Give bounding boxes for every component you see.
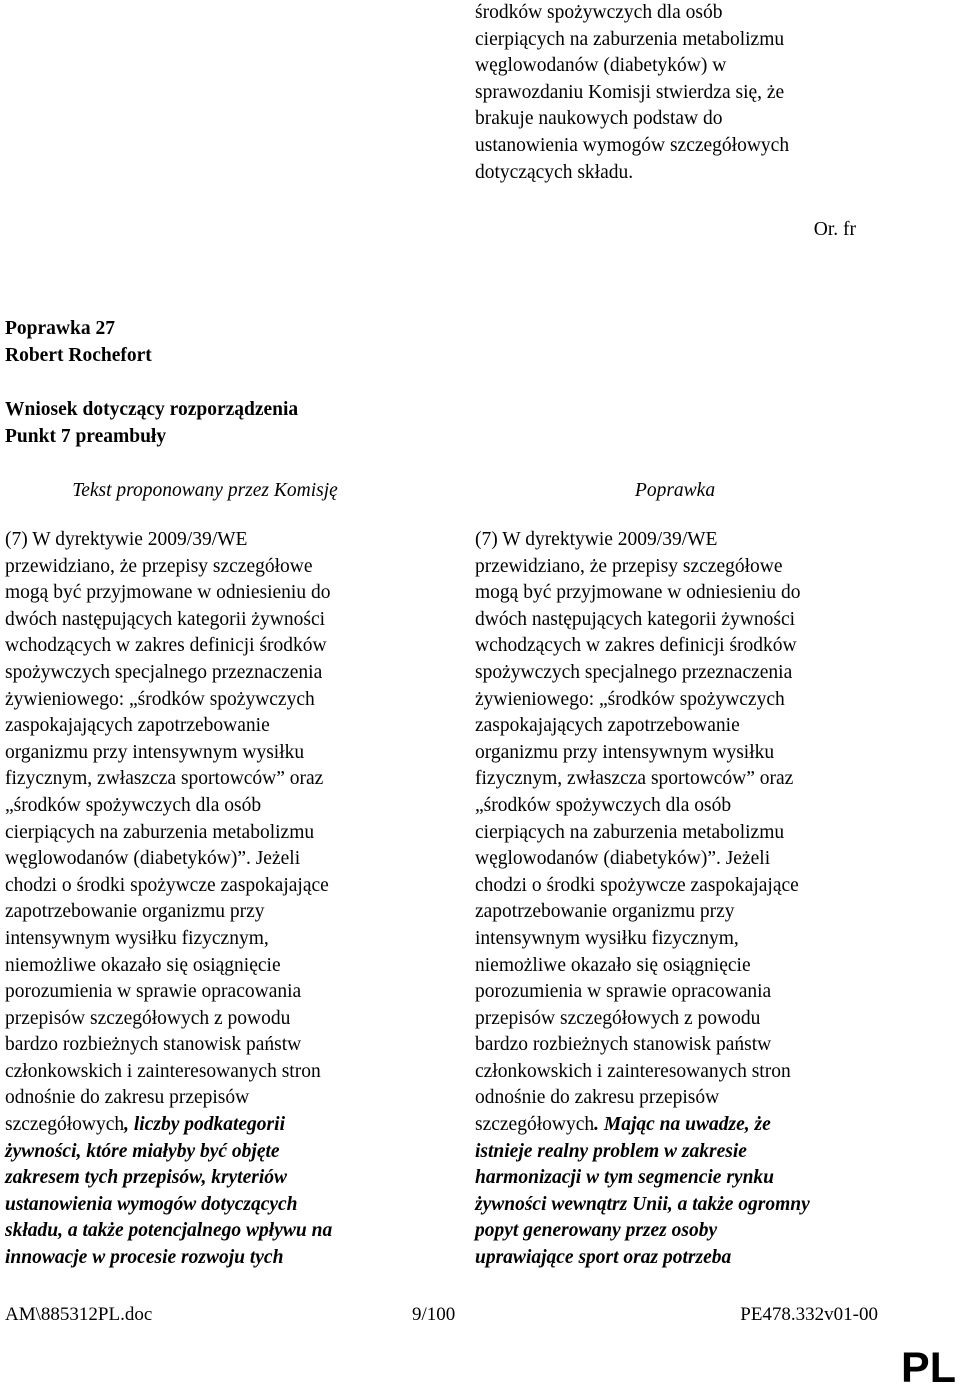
text-line: porozumienia w sprawie opracowania	[5, 981, 302, 1003]
proposal-title: Wniosek dotyczący rozporządzenia	[5, 399, 299, 420]
text-line: chodzi o środki spożywcze zaspokajające	[5, 874, 329, 896]
text-line: przewidziano, że przepisy szczegółowe	[5, 555, 313, 577]
plain-fragment: szczegółowych	[475, 1114, 595, 1136]
text-line: sprawozdaniu Komisji stwierdza się, że	[475, 81, 785, 103]
text-line: członkowskich i zainteresowanych stron	[475, 1060, 791, 1082]
left-column-header: Tekst proponowany przez Komisję	[72, 480, 338, 501]
text-line: cierpiących na zaburzenia metabolizmu	[475, 28, 785, 50]
text-line: cierpiących na zaburzenia metabolizmu	[475, 821, 785, 843]
text-line: żywieniowego: „środków spożywczych	[475, 688, 785, 710]
text-line: spożywczych specjalnego przeznaczenia	[475, 661, 793, 683]
text-line: porozumienia w sprawie opracowania	[475, 981, 772, 1003]
text-line: dotyczących składu.	[475, 161, 634, 183]
text-line: wchodzących w zakres definicji środków	[475, 635, 797, 657]
text-line: węglowodanów (diabetyków)”. Jeżeli	[5, 848, 301, 870]
text-line: chodzi o środki spożywcze zaspokajające	[475, 874, 799, 896]
amendment-author: Robert Rochefort	[5, 345, 152, 366]
text-line: bardzo rozbieżnych stanowisk państw	[475, 1034, 772, 1056]
commission-text-column	[5, 527, 405, 1272]
amended-line: innowacje w procesie rozwoju tych	[5, 1247, 284, 1269]
text-line: przewidziano, że przepisy szczegółowe	[475, 555, 783, 577]
text-line: spożywczych specjalnego przeznaczenia	[5, 661, 323, 683]
text-line: mogą być przyjmowane w odniesieniu do	[5, 582, 331, 604]
text-line: cierpiących na zaburzenia metabolizmu	[5, 821, 315, 843]
amended-fragment: . Mając na uwadze, że	[594, 1114, 771, 1136]
amended-line: harmonizacji w tym segmencie rynku	[475, 1167, 775, 1189]
text-line: „środków spożywczych dla osób	[475, 794, 732, 816]
footer-document-reference: AM\885312PL.doc	[5, 1304, 153, 1325]
text-line: węglowodanów (diabetyków)”. Jeżeli	[475, 848, 771, 870]
text-line: fizycznym, zwłaszcza sportowców” oraz	[475, 768, 794, 790]
amended-line: składu, a także potencjalnego wpływu na	[5, 1220, 333, 1242]
text-line: zaspokajających zapotrzebowanie	[475, 715, 740, 737]
text-line: brakuje naukowych podstaw do	[475, 108, 723, 130]
text-line: fizycznym, zwłaszcza sportowców” oraz	[5, 768, 324, 790]
text-line: intensywnym wysiłku fizycznym,	[5, 927, 269, 949]
text-line: wchodzących w zakres definicji środków	[5, 635, 327, 657]
amendment-title: Poprawka 27	[5, 318, 115, 339]
amended-line: ustanowienia wymogów dotyczących	[5, 1193, 298, 1215]
text-line: zapotrzebowanie organizmu przy	[475, 901, 735, 923]
amended-line: popyt generowany przez osoby	[475, 1220, 718, 1242]
original-language-label: Or. fr	[813, 219, 856, 240]
text-line: dwóch następujących kategorii żywności	[5, 608, 326, 630]
footer-pe-reference: PE478.332v01-00	[740, 1304, 878, 1325]
footer-language-mark: PL	[901, 1344, 956, 1392]
text-line: intensywnym wysiłku fizycznym,	[475, 927, 739, 949]
text-line: zapotrzebowanie organizmu przy	[5, 901, 265, 923]
recital-point: Punkt 7 preambuły	[5, 426, 167, 447]
text-line: mogą być przyjmowane w odniesieniu do	[475, 582, 801, 604]
text-line: organizmu przy intensywnym wysiłku	[5, 741, 305, 763]
top-continuation-text	[475, 0, 875, 186]
text-line: żywieniowego: „środków spożywczych	[5, 688, 315, 710]
text-line: przepisów szczegółowych z powodu	[5, 1007, 291, 1029]
footer-page-number: 9/100	[412, 1304, 456, 1325]
amended-line: żywności, które miałyby być objęte	[5, 1140, 280, 1162]
text-line: organizmu przy intensywnym wysiłku	[475, 741, 775, 763]
text-line: odnośnie do zakresu przepisów	[475, 1087, 720, 1109]
text-line: odnośnie do zakresu przepisów	[5, 1087, 250, 1109]
text-line: (7) W dyrektywie 2009/39/WE	[5, 529, 248, 550]
amended-line: żywności wewnątrz Unii, a także ogromny	[475, 1193, 810, 1215]
amended-line: zakresem tych przepisów, kryteriów	[5, 1167, 288, 1189]
text-line: węglowodanów (diabetyków) w	[475, 55, 727, 77]
right-column-header: Poprawka	[634, 480, 716, 501]
text-line: dwóch następujących kategorii żywności	[475, 608, 796, 630]
text-line: niemożliwe okazało się osiągnięcie	[5, 954, 281, 976]
text-line: niemożliwe okazało się osiągnięcie	[475, 954, 751, 976]
text-line: członkowskich i zainteresowanych stron	[5, 1060, 321, 1082]
text-line: zaspokajających zapotrzebowanie	[5, 715, 270, 737]
text-line: bardzo rozbieżnych stanowisk państw	[5, 1034, 302, 1056]
text-line: ustanowienia wymogów szczegółowych	[475, 134, 790, 156]
text-line: przepisów szczegółowych z powodu	[475, 1007, 761, 1029]
amended-line: uprawiające sport oraz potrzeba	[475, 1247, 732, 1269]
text-line-mixed	[475, 1112, 875, 1139]
text-line-mixed	[5, 1112, 405, 1139]
text-line: (7) W dyrektywie 2009/39/WE	[475, 529, 718, 550]
plain-fragment: szczegółowych	[5, 1114, 125, 1136]
amended-fragment: , liczby podkategorii	[124, 1114, 285, 1136]
text-line: środków spożywczych dla osób	[475, 2, 723, 23]
amended-line: istnieje realny problem w zakresie	[475, 1140, 747, 1162]
text-line: „środków spożywczych dla osób	[5, 794, 262, 816]
amendment-text-column	[475, 527, 875, 1272]
